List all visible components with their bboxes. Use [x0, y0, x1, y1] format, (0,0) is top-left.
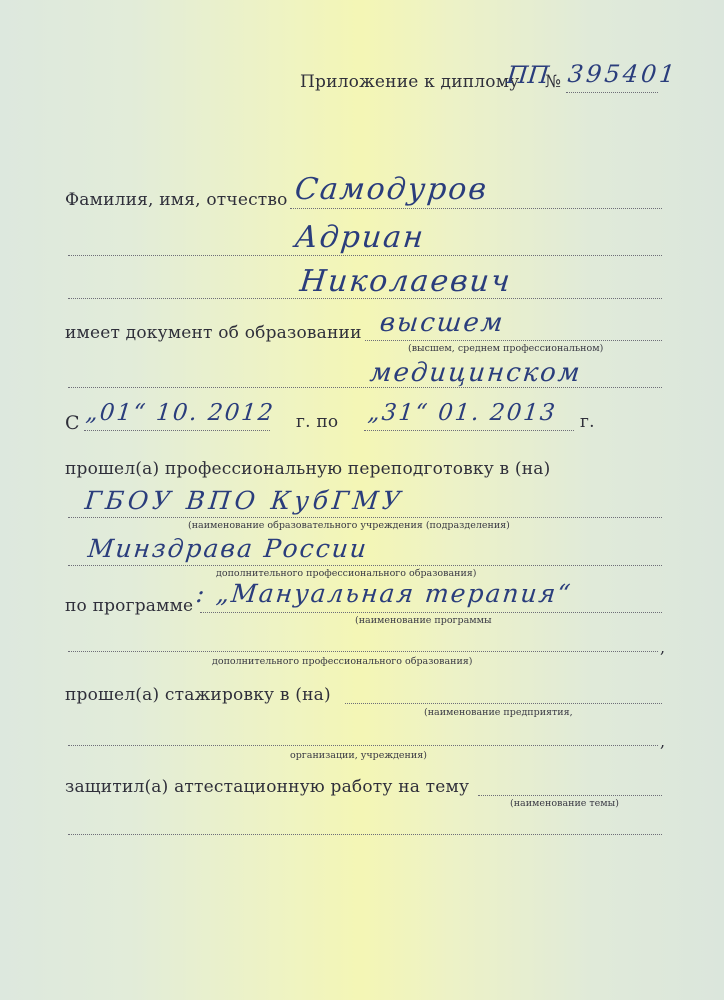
fio-patronymic: Николаевич: [298, 264, 514, 299]
number-line: [566, 92, 658, 93]
education-hint: (высшем, среднем профессиональном): [408, 343, 604, 354]
period-from-line: [84, 430, 270, 431]
fio-name: Адриан: [293, 220, 427, 255]
thesis-line-2: [68, 834, 662, 835]
diploma-series: ПП: [505, 61, 551, 89]
number-sign: №: [545, 72, 562, 92]
fio-label: Фамилия, имя, отчество: [65, 190, 288, 210]
internship-label: прошел(а) стажировку в (на): [65, 685, 331, 705]
internship-hint-2: организации, учреждения): [290, 750, 427, 761]
program-value: : „Мануальная терапия“: [194, 579, 574, 608]
retraining-institution-2: Минздрава России: [86, 534, 370, 563]
education-label: имеет документ об образовании: [65, 323, 362, 343]
diploma-number: 395401: [566, 60, 680, 88]
period-to: „31“ 01. 2013: [366, 400, 559, 426]
period-prefix: С: [65, 412, 80, 434]
education-line-2: [68, 387, 662, 388]
appendix-label: Приложение к диплому: [300, 72, 520, 92]
internship-line-1: [345, 703, 662, 704]
period-from: „01“ 10. 2012: [84, 400, 277, 426]
thesis-line-1: [478, 795, 662, 796]
fio-surname: Самодуров: [293, 172, 490, 207]
period-mid-label: г. по: [296, 412, 339, 432]
program-label: по программе: [65, 596, 194, 616]
program-line-comma: ,: [660, 638, 666, 657]
period-to-line: [364, 430, 574, 431]
fio-line-3: [68, 298, 662, 299]
retraining-hint-2: дополнительного профессионального образования): [216, 568, 477, 579]
program-line-1: [200, 612, 662, 613]
internship-line-2: [68, 745, 658, 746]
program-hint-2: дополнительного профессионального образования): [212, 656, 473, 667]
retraining-institution-1: ГБОУ ВПО КубГМУ: [83, 486, 406, 515]
fio-line-2: [68, 255, 662, 256]
fio-line-1: [290, 208, 662, 209]
retraining-line-1: [68, 517, 662, 518]
program-hint: (наименование программы: [355, 615, 492, 626]
education-line-1: [365, 340, 662, 341]
education-value-2: медицинском: [368, 358, 584, 388]
period-suffix: г.: [580, 412, 595, 432]
retraining-hint-1: (наименование образовательного учреждения (подразделения): [188, 520, 510, 531]
thesis-label: защитил(а) аттестационную работу на тему: [65, 777, 470, 797]
program-line-2: [68, 651, 658, 652]
education-value-1: высшем: [378, 308, 507, 338]
thesis-hint: (наименование темы): [510, 798, 619, 809]
internship-line-comma: ,: [660, 732, 666, 751]
retraining-line-2: [68, 565, 662, 566]
internship-hint-1: (наименование предприятия,: [424, 707, 573, 718]
retraining-label: прошел(а) профессиональную переподготовку в (на): [65, 459, 551, 479]
